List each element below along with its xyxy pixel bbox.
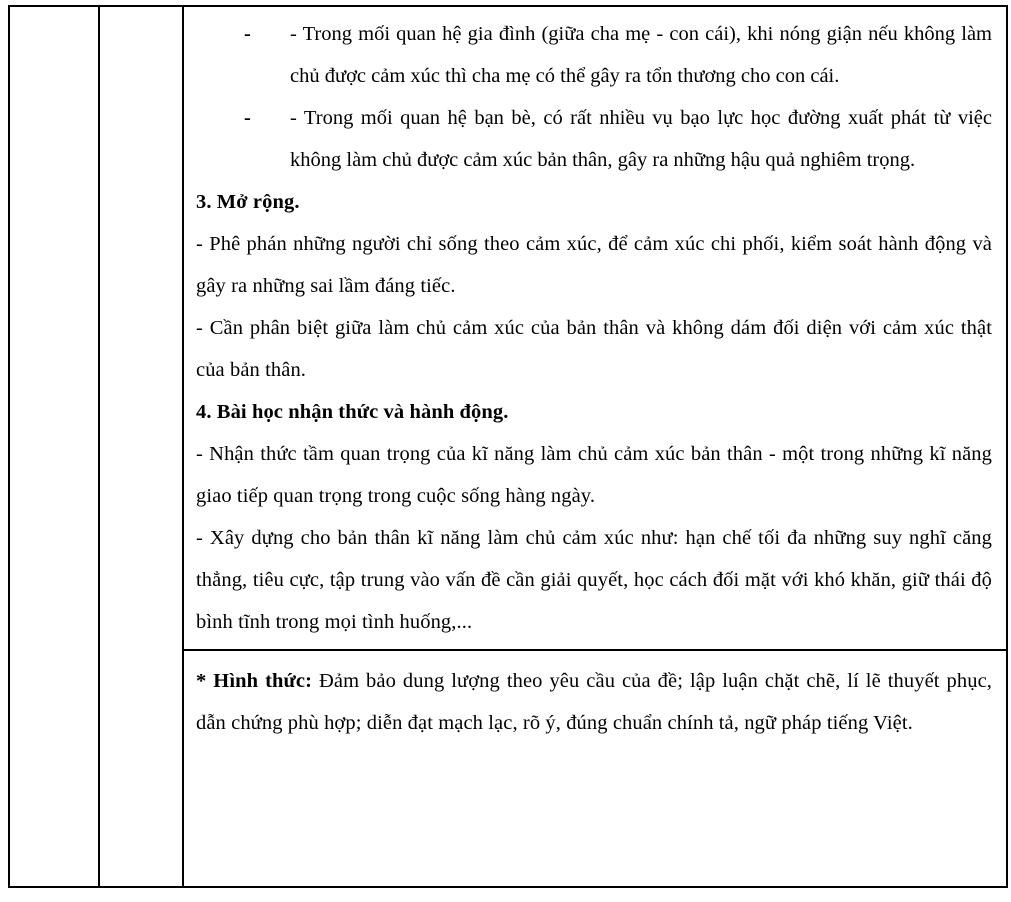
content-stack [184,7,1006,750]
section-4-paragraph-2: - Xây dựng cho bản thân kĩ năng làm chủ cảm xúc như: hạn chế tối đa những suy nghĩ căng thẳng, tiêu cực, tập trung vào vấn đề cần giải quyết, học cách đối mặt với khó khăn, giữ thái độ bình tĩnh trong mọi tình huống,... [196,527,992,633]
section-4-paragraph-1: - Nhận thức tầm quan trọng của kĩ năng làm chủ cảm xúc bản thân - một trong những kĩ năng giao tiếp quan trọng trong cuộc sống hàng ngày. [196,443,992,507]
table-cell-content [183,6,1007,887]
section-heading-3: 3. Mở rộng. [196,191,300,213]
table-row [9,6,1007,887]
form-requirement-text: Đảm bảo dung lượng theo yêu cầu của đề; lập luận chặt chẽ, lí lẽ thuyết phục, dẫn chứng phù hợp; diễn đạt mạch lạc, rõ ý, đúng chuẩn chính tả, ngữ pháp tiếng Việt. [196,670,992,734]
list-item [196,13,992,97]
form-requirement-label: * Hình thức: [196,670,313,692]
content-block-upper [184,7,1006,649]
form-requirement-paragraph [196,660,992,744]
scoring-rubric-table [8,5,1008,888]
section-3-paragraph-1: - Phê phán những người chỉ sống theo cảm xúc, để cảm xúc chi phối, kiểm soát hành động và gây ra những sai lầm đáng tiếc. [196,233,992,297]
section-heading-4: 4. Bài học nhận thức và hành động. [196,401,509,423]
list-item-text: - Trong mối quan hệ bạn bè, có rất nhiều vụ bạo lực học đường xuất phát từ việc không làm chủ được cảm xúc bản thân, gây ra những hậu quả nghiêm trọng. [290,107,992,171]
section-3-paragraph-2: - Cần phân biệt giữa làm chủ cảm xúc của bản thân và không dám đối diện với cảm xúc thật của bản thân. [196,317,992,381]
table-cell-score [99,6,183,887]
table-cell-question-number [9,6,99,887]
bullet-marker: - [244,23,251,45]
content-block-lower [184,649,1006,750]
bullet-marker: - [244,107,251,129]
list-item-text: - Trong mối quan hệ gia đình (giữa cha mẹ - con cái), khi nóng giận nếu không làm chủ được cảm xúc thì cha mẹ có thể gây ra tổn thương cho con cái. [290,23,992,87]
list-item [196,97,992,181]
